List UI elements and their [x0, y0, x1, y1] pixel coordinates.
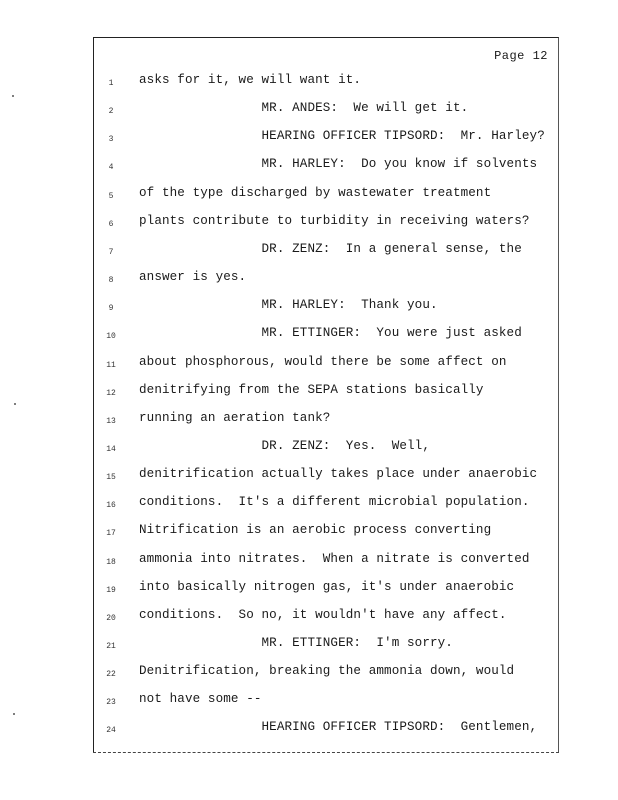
line-number: 15: [106, 473, 116, 483]
line-number: 13: [106, 416, 116, 426]
transcript-line-text: Nitrification is an aerobic process converting: [139, 523, 492, 538]
line-number: 7: [108, 247, 114, 257]
transcript-line-text: answer is yes.: [139, 270, 247, 285]
transcript-line-text: ammonia into nitrates. When a nitrate is converted: [139, 551, 530, 566]
line-number: 16: [106, 501, 116, 511]
line-number: 1: [108, 79, 114, 88]
transcript-line-text: HEARING OFFICER TIPSORD: Mr. Harley?: [139, 129, 545, 144]
line-number: 8: [108, 276, 114, 286]
scan-speck: [13, 713, 15, 715]
scan-speck: [12, 95, 14, 97]
transcript-line-text: MR. ANDES: We will get it.: [139, 101, 469, 116]
scan-speck: [14, 403, 16, 405]
line-number: 12: [106, 388, 116, 398]
line-number: 9: [108, 304, 114, 314]
transcript-line-text: MR. ETTINGER: I'm sorry.: [139, 636, 453, 650]
line-number: 21: [106, 642, 116, 651]
line-number: 14: [106, 444, 116, 454]
transcript-line-text: MR. HARLEY: Do you know if solvents: [139, 157, 538, 172]
transcript-line-text: running an aeration tank?: [139, 410, 331, 425]
line-number: 4: [108, 163, 114, 173]
line-number: 17: [106, 529, 116, 539]
line-number: 10: [106, 332, 116, 342]
line-number: 11: [106, 360, 116, 370]
line-number: 24: [106, 726, 116, 736]
transcript-line-text: conditions. So no, it wouldn't have any affect.: [139, 607, 507, 622]
transcript-line-text: denitrification actually takes place under anaerobic: [139, 467, 538, 482]
transcript-line-text: MR. HARLEY: Thank you.: [139, 298, 438, 313]
line-number: 19: [106, 585, 116, 595]
transcript-line-text: conditions. It's a different microbial population.: [139, 495, 530, 510]
line-number: 23: [106, 698, 116, 708]
transcript-line-text: Denitrification, breaking the ammonia down, would: [139, 664, 515, 679]
transcript-line-text: denitrifying from the SEPA stations basically: [139, 382, 484, 397]
transcript-line-text: into basically nitrogen gas, it's under anaerobic: [139, 579, 515, 594]
line-number: 3: [108, 135, 114, 145]
page-bottom-border: [93, 752, 559, 753]
transcript-line-text: MR. ETTINGER: You were just asked: [139, 326, 522, 341]
line-number: 6: [108, 219, 114, 229]
page-number-label: Page 12: [494, 49, 548, 63]
transcript-line-text: HEARING OFFICER TIPSORD: Gentlemen,: [139, 720, 538, 735]
line-number: 20: [106, 613, 116, 623]
transcript-line-text: DR. ZENZ: In a general sense, the: [139, 241, 522, 256]
transcript-line-text: asks for it, we will want it.: [139, 73, 362, 87]
line-number: 22: [106, 670, 116, 680]
line-number: 2: [108, 107, 114, 117]
transcript-line-text: plants contribute to turbidity in receiving waters?: [139, 213, 530, 228]
transcript-line-text: DR. ZENZ: Yes. Well,: [139, 438, 430, 453]
transcript-line-text: not have some --: [139, 692, 262, 707]
transcript-line-text: about phosphorous, would there be some affect on: [139, 354, 507, 369]
line-number: 18: [106, 557, 116, 567]
line-number: 5: [108, 191, 114, 201]
transcript-line-text: of the type discharged by wastewater treatment: [139, 185, 492, 200]
